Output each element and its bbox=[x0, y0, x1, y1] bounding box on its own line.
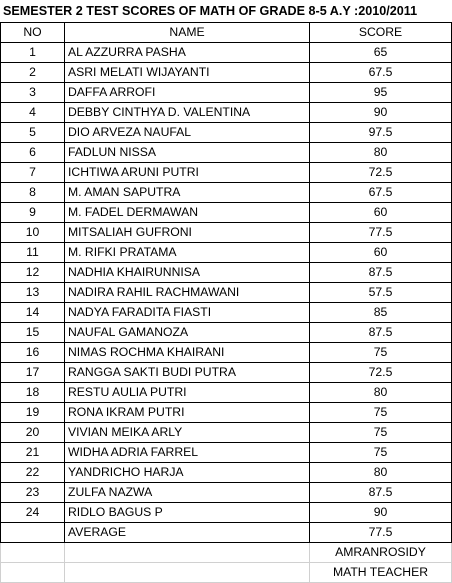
row-name: M. AMAN SAPUTRA bbox=[65, 183, 310, 203]
table-row bbox=[1, 263, 452, 283]
header-name: NAME bbox=[65, 23, 310, 43]
table-row bbox=[1, 463, 452, 483]
table-row bbox=[1, 323, 452, 343]
row-name: RANGGA SAKTI BUDI PUTRA bbox=[65, 363, 310, 383]
row-no: 18 bbox=[1, 383, 65, 403]
row-no: 7 bbox=[1, 163, 65, 183]
row-no: 9 bbox=[1, 203, 65, 223]
signature-name-row-blank-2 bbox=[65, 543, 310, 563]
table-row bbox=[1, 363, 452, 383]
row-score: 67.5 bbox=[310, 63, 452, 83]
table-row bbox=[1, 83, 452, 103]
row-score: 97.5 bbox=[310, 123, 452, 143]
table-row bbox=[1, 203, 452, 223]
row-score: 87.5 bbox=[310, 323, 452, 343]
sheet-title: SEMESTER 2 TEST SCORES OF MATH OF GRADE 8-5 A.Y :2010/2011 bbox=[3, 4, 418, 18]
row-score: 67.5 bbox=[310, 183, 452, 203]
row-no: 13 bbox=[1, 283, 65, 303]
row-name: WIDHA ADRIA FARREL bbox=[65, 443, 310, 463]
row-no: 1 bbox=[1, 43, 65, 63]
signature-name: AMRANROSIDY bbox=[310, 543, 452, 563]
row-score: 72.5 bbox=[310, 163, 452, 183]
header-row bbox=[1, 23, 452, 43]
table-row bbox=[1, 303, 452, 323]
row-score: 75 bbox=[310, 343, 452, 363]
row-name: DAFFA ARROFI bbox=[65, 83, 310, 103]
average-label: AVERAGE bbox=[65, 523, 310, 543]
row-name: DEBBY CINTHYA D. VALENTINA bbox=[65, 103, 310, 123]
scores-table-body bbox=[1, 23, 452, 583]
row-score: 87.5 bbox=[310, 263, 452, 283]
row-no: 11 bbox=[1, 243, 65, 263]
row-score: 57.5 bbox=[310, 283, 452, 303]
row-no: 14 bbox=[1, 303, 65, 323]
row-no: 8 bbox=[1, 183, 65, 203]
row-name: NADIRA RAHIL RACHMAWANI bbox=[65, 283, 310, 303]
row-name: M. RIFKI PRATAMA bbox=[65, 243, 310, 263]
row-no: 5 bbox=[1, 123, 65, 143]
row-name: NADYA FARADITA FIASTI bbox=[65, 303, 310, 323]
row-no: 16 bbox=[1, 343, 65, 363]
row-name: DIO ARVEZA NAUFAL bbox=[65, 123, 310, 143]
table-row bbox=[1, 343, 452, 363]
table-row bbox=[1, 443, 452, 463]
row-score: 85 bbox=[310, 303, 452, 323]
row-no: 19 bbox=[1, 403, 65, 423]
table-row bbox=[1, 403, 452, 423]
table-row bbox=[1, 283, 452, 303]
row-name: NAUFAL GAMANOZA bbox=[65, 323, 310, 343]
row-no: 22 bbox=[1, 463, 65, 483]
signature-role-row-blank-2 bbox=[65, 563, 310, 583]
table-row bbox=[1, 423, 452, 443]
row-no: 12 bbox=[1, 263, 65, 283]
row-score: 80 bbox=[310, 463, 452, 483]
signature-role-row bbox=[1, 563, 452, 583]
row-no: 10 bbox=[1, 223, 65, 243]
signature-name-row bbox=[1, 543, 452, 563]
signature-role: MATH TEACHER bbox=[310, 563, 452, 583]
row-score: 72.5 bbox=[310, 363, 452, 383]
table-row bbox=[1, 103, 452, 123]
row-no: 21 bbox=[1, 443, 65, 463]
table-row bbox=[1, 183, 452, 203]
row-score: 75 bbox=[310, 403, 452, 423]
row-name: FADLUN NISSA bbox=[65, 143, 310, 163]
row-no: 4 bbox=[1, 103, 65, 123]
signature-name-row-blank-1 bbox=[1, 543, 65, 563]
table-row bbox=[1, 483, 452, 503]
table-row bbox=[1, 383, 452, 403]
table-row bbox=[1, 123, 452, 143]
table-row bbox=[1, 163, 452, 183]
row-name: M. FADEL DERMAWAN bbox=[65, 203, 310, 223]
row-name: AL AZZURRA PASHA bbox=[65, 43, 310, 63]
row-score: 60 bbox=[310, 243, 452, 263]
row-no: 2 bbox=[1, 63, 65, 83]
average-row bbox=[1, 523, 452, 543]
row-no: 24 bbox=[1, 503, 65, 523]
row-name: ASRI MELATI WIJAYANTI bbox=[65, 63, 310, 83]
header-no: NO bbox=[1, 23, 65, 43]
row-name: NADHIA KHAIRUNNISA bbox=[65, 263, 310, 283]
row-score: 65 bbox=[310, 43, 452, 63]
table-row bbox=[1, 243, 452, 263]
row-name: ZULFA NAZWA bbox=[65, 483, 310, 503]
row-no: 20 bbox=[1, 423, 65, 443]
row-name: NIMAS ROCHMA KHAIRANI bbox=[65, 343, 310, 363]
signature-role-row-blank-1 bbox=[1, 563, 65, 583]
table-row bbox=[1, 143, 452, 163]
row-score: 75 bbox=[310, 423, 452, 443]
row-score: 77.5 bbox=[310, 223, 452, 243]
row-name: VIVIAN MEIKA ARLY bbox=[65, 423, 310, 443]
row-no: 17 bbox=[1, 363, 65, 383]
row-name: RIDLO BAGUS P bbox=[65, 503, 310, 523]
row-name: MITSALIAH GUFRONI bbox=[65, 223, 310, 243]
row-score: 75 bbox=[310, 443, 452, 463]
header-score: SCORE bbox=[310, 23, 452, 43]
row-name: YANDRICHO HARJA bbox=[65, 463, 310, 483]
scores-table bbox=[0, 22, 452, 583]
average-value: 77.5 bbox=[310, 523, 452, 543]
table-row bbox=[1, 503, 452, 523]
row-score: 90 bbox=[310, 103, 452, 123]
average-no bbox=[1, 523, 65, 543]
row-no: 6 bbox=[1, 143, 65, 163]
row-score: 80 bbox=[310, 143, 452, 163]
table-row bbox=[1, 223, 452, 243]
row-no: 23 bbox=[1, 483, 65, 503]
row-score: 80 bbox=[310, 383, 452, 403]
row-score: 95 bbox=[310, 83, 452, 103]
table-row bbox=[1, 63, 452, 83]
row-no: 3 bbox=[1, 83, 65, 103]
row-score: 90 bbox=[310, 503, 452, 523]
row-score: 60 bbox=[310, 203, 452, 223]
row-name: RESTU AULIA PUTRI bbox=[65, 383, 310, 403]
table-row bbox=[1, 43, 452, 63]
row-name: RONA IKRAM PUTRI bbox=[65, 403, 310, 423]
row-no: 15 bbox=[1, 323, 65, 343]
row-name: ICHTIWA ARUNI PUTRI bbox=[65, 163, 310, 183]
row-score: 87.5 bbox=[310, 483, 452, 503]
